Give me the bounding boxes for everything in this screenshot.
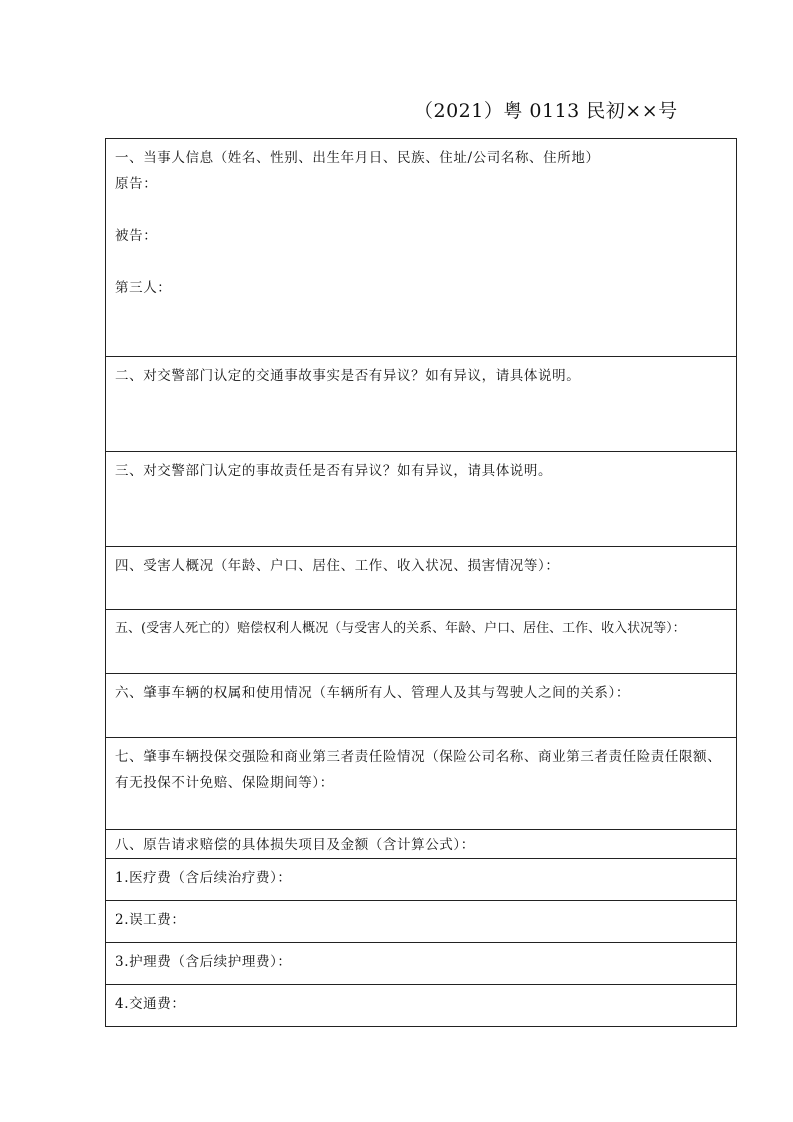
section-claimant-cell	[106, 610, 737, 674]
section-claimant-title: 五、(受害人死亡的）赔偿权利人概况（与受害人的关系、年龄、户口、居住、工作、收入状况等）：	[115, 621, 686, 636]
third-party-label: 第三人：	[115, 280, 172, 296]
section-claimant	[106, 610, 737, 674]
section-dispute-facts-cell	[106, 357, 737, 452]
section-vehicle	[106, 674, 737, 738]
section-insurance-cell	[106, 738, 737, 830]
section-victim	[106, 547, 737, 610]
claim-item-medical: 1.医疗费（含后续治疗费）：	[115, 870, 292, 886]
plaintiff-label: 原告：	[115, 176, 158, 192]
section-parties	[106, 139, 737, 357]
claim-item-row	[106, 859, 737, 901]
section-dispute-liability-cell	[106, 452, 737, 547]
section-parties-cell	[106, 139, 737, 357]
claim-item-cell	[106, 901, 737, 943]
section-claims	[106, 830, 737, 859]
section-claims-title: 八、原告请求赔偿的具体损失项目及金额（含计算公式）：	[115, 837, 475, 853]
case-number: （2021）粤 0113 民初××号	[414, 100, 678, 122]
claim-item-cell	[106, 943, 737, 985]
section-victim-cell	[106, 547, 737, 610]
section-vehicle-cell	[106, 674, 737, 738]
claim-item-nursing: 3.护理费（含后续护理费）：	[115, 954, 292, 970]
section-dispute-liability	[106, 452, 737, 547]
section-insurance	[106, 738, 737, 830]
claim-item-cell	[106, 985, 737, 1027]
section-insurance-title: 七、肇事车辆投保交强险和商业第三者责任险情况（保险公司名称、商业第三者责任险责任限额、有无投保不计免赔、保险期间等）：	[115, 749, 722, 791]
claim-item-transport: 4.交通费：	[115, 996, 186, 1012]
section-dispute-facts-title: 二、对交警部门认定的交通事故事实是否有异议？如有异议，请具体说明。	[115, 368, 581, 384]
section-vehicle-title: 六、肇事车辆的权属和使用情况（车辆所有人、管理人及其与驾驶人之间的关系）：	[115, 685, 630, 701]
claim-item-row	[106, 985, 737, 1027]
section-claims-cell	[106, 830, 737, 859]
defendant-label: 被告：	[115, 228, 158, 244]
section-parties-title: 一、当事人信息（姓名、性别、出生年月日、民族、住址/公司名称、住所地）	[115, 150, 600, 166]
section-dispute-liability-title: 三、对交警部门认定的事故责任是否有异议？如有异议，请具体说明。	[115, 463, 553, 479]
section-victim-title: 四、受害人概况（年龄、户口、居住、工作、收入状况、损害情况等）：	[115, 558, 560, 574]
claim-item-lost-wages: 2.误工费：	[115, 912, 186, 928]
section-dispute-facts	[106, 357, 737, 452]
claim-item-row	[106, 943, 737, 985]
claim-item-row	[106, 901, 737, 943]
claim-item-cell	[106, 859, 737, 901]
case-info-form	[105, 138, 737, 1027]
